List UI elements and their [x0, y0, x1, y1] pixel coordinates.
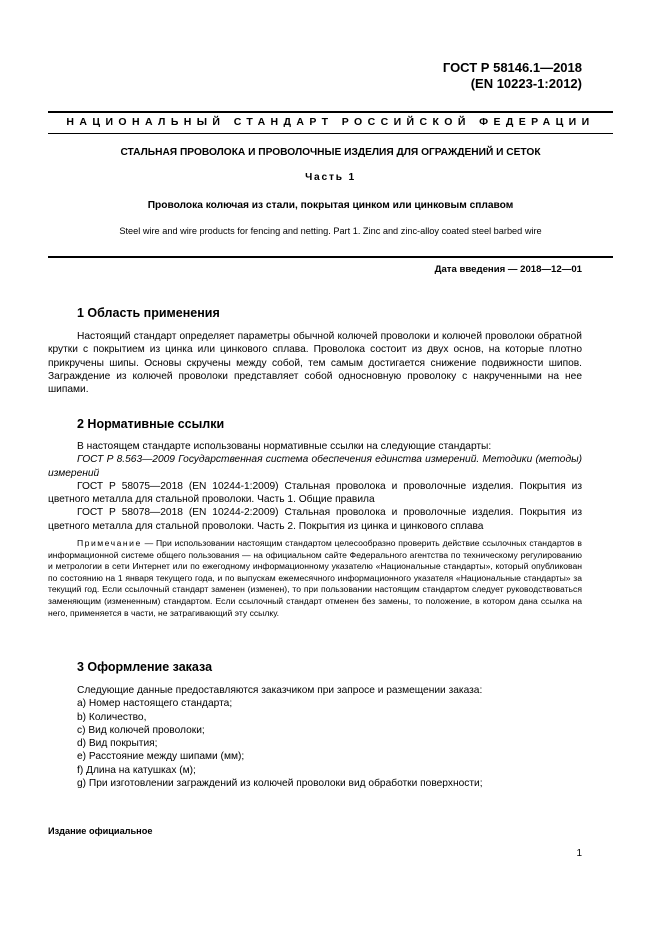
note-block — [48, 538, 582, 619]
reference-item: ГОСТ Р 58075—2018 (EN 10244-1:2009) Стальная проволока и проволочные изделия. Покрытия из цветного металла для стальной проволоки. Часть 1. Общие правила — [48, 480, 582, 506]
document-designation — [443, 60, 582, 92]
national-standard-banner: НАЦИОНАЛЬНЫЙ СТАНДАРТ РОССИЙСКОЙ ФЕДЕРАЦИИ — [66, 116, 595, 128]
order-list-intro: Следующие данные предоставляются заказчиком при запросе и размещении заказа: — [77, 685, 483, 696]
section-2-heading: 2 Нормативные ссылки — [77, 417, 225, 431]
list-item: e) Расстояние между шипами (мм); — [77, 751, 245, 763]
list-item: g) При изготовлении заграждений из колючей проволоки вид обработки поверхности; — [77, 778, 483, 790]
gost-number: ГОСТ Р 58146.1—2018 — [442, 60, 582, 75]
reference-item: ГОСТ Р 8.563—2009 Государственная система обеспечения единства измерений. Методики (методы) измерений — [48, 454, 582, 479]
list-item: d) Вид покрытия; — [77, 738, 158, 750]
list-item: a) Номер настоящего стандарта; — [77, 698, 233, 710]
reference-item: ГОСТ Р 58078—2018 (EN 10244-2:2009) Стальная проволока и проволочные изделия. Покрытия из цветного металла для стальной проволоки. Часть 2. Покрытия из цинка и цинкового сплава — [48, 507, 582, 532]
effective-date: Дата введения — 2018—12—01 — [434, 264, 582, 275]
banner-rule — [48, 133, 613, 134]
official-edition-label: Издание официальное — [48, 826, 153, 836]
section-1-text: Настоящий стандарт определяет параметры обычной колючей проволоки и колючей проволоки обратной крутки с покрытием из цинка или цинкового сплава. Проволока состоит из двух основ, на которые плотно прикручены шипы. Основы скручены между собой, тем самым достигается снижение подвижности шипов. Заграждение из колючей проволоки представляет собой односновную проволоку с накрученными на нее шипами. — [48, 331, 582, 396]
section-1-heading: 1 Область применения — [77, 306, 220, 320]
top-rule — [48, 111, 613, 113]
list-item: f) Длина на катушках (м); — [77, 764, 196, 776]
list-item: c) Вид колючей проволоки; — [77, 724, 205, 736]
part-label: Часть 1 — [305, 172, 356, 183]
references-intro: В настоящем стандарте использованы нормативные ссылки на следующие стандарты: — [77, 441, 492, 452]
note-label: Примечание — [77, 538, 142, 548]
section-2-body — [48, 440, 582, 533]
title-rule — [48, 256, 613, 258]
order-info-list — [48, 684, 582, 790]
document-subtitle: Проволока колючая из стали, покрытая цинком или цинковым сплавом — [147, 200, 514, 211]
english-title: Steel wire and wire products for fencing and netting. Part 1. Zinc and zinc-alloy coated steel barbed wire — [119, 226, 542, 236]
list-item: b) Количество, — [77, 711, 147, 723]
note-text: — При использовании настоящим стандартом целесообразно проверить действие ссылочных стандартов в информационной системе общего пользования — на официальном сайте Федерального агентства по техническому регулированию и метрологии в сети Интернет или по ежегодному информационному указателю «Национальные стандарты», который опубликован по состоянию на 1 января текущего года, и по выпускам ежемесячного информационного указателя «Национальные стандарты» за текущий год. Если ссылочный стандарт заменен (изменен), то при пользовании настоящим стандартом следует руководствоваться заменяющим (измененным) стандартом. Если ссылочный стандарт отменен без замены, то положение, в котором дана ссылка на него, применяется в части, не затрагивающий эту ссылку. — [48, 538, 582, 618]
page-number: 1 — [576, 848, 582, 859]
en-number: (EN 10223-1:2012) — [470, 76, 582, 91]
document-title: СТАЛЬНАЯ ПРОВОЛОКА И ПРОВОЛОЧНЫЕ ИЗДЕЛИЯ ДЛЯ ОГРАЖДЕНИЙ И СЕТОК — [120, 147, 541, 158]
section-3-heading: 3 Оформление заказа — [77, 660, 213, 674]
